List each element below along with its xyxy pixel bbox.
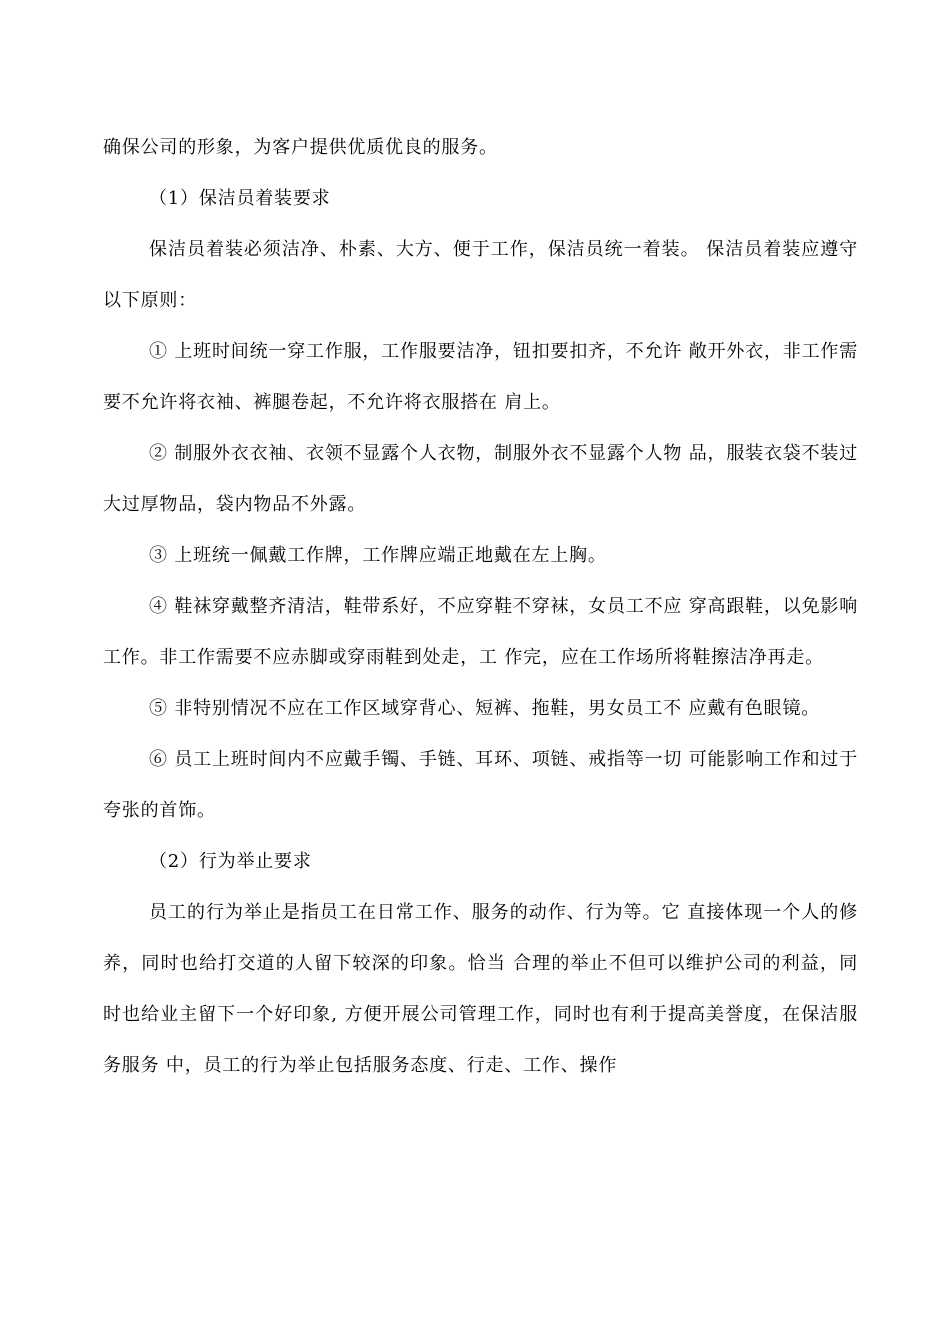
rule-item-3: ③ 上班统一佩戴工作牌，工作牌应端正地戴在左上胸。 [149,545,607,566]
rule-item-6: ⑥ 员工上班时间内不应戴手镯、手链、耳环、项链、戒指等一切 可能影响工作和过于夸张的首饰。 [103,749,858,821]
rule-item-2: ② 制服外衣衣袖、衣领不显露个人衣物，制服外衣不显露个人物 品，服装衣袋不装过大过厚物品，袋内物品不外露。 [103,443,858,515]
rule-item-4: ④ 鞋袜穿戴整齐清洁，鞋带系好，不应穿鞋不穿袜，女员工不应 穿高跟鞋，以免影响工作。非工作需要不应赤脚或穿雨鞋到处走，工 作完，应在工作场所将鞋擦洁净再走。 [103,596,858,668]
document-body [103,122,858,1091]
section-heading-behavior-requirements: （2）行为举止要求 [149,851,312,872]
rule-item-1: ① 上班时间统一穿工作服，工作服要洁净，钮扣要扣齐，不允许 敞开外衣，非工作需要不允许将衣袖、裤腿卷起，不允许将衣服搭在 肩上。 [103,341,858,413]
rule-item-5: ⑤ 非特别情况不应在工作区域穿背心、短裤、拖鞋，男女员工不 应戴有色眼镜。 [149,698,821,719]
paragraph-behavior-intro: 员工的行为举止是指员工在日常工作、服务的动作、行为等。它 直接体现一个人的修养，同时也给打交道的人留下较深的印象。恰当 合理的举止不但可以维护公司的利益，同时也给业主留下一个好印象, 方便开展公司管理工作，同时也有利于提高美誉度，在保洁服务服务 中，员工的行为举止包括服务态度、行走、工作、操作 [103,902,858,1076]
paragraph-dress-intro: 保洁员着装必须洁净、朴素、大方、便于工作，保洁员统一着装。 保洁员着装应遵守以下原则： [103,239,858,311]
section-heading-dress-requirements: （1）保洁员着装要求 [149,188,331,209]
paragraph-continuation: 确保公司的形象，为客户提供优质优良的服务。 [103,137,498,158]
